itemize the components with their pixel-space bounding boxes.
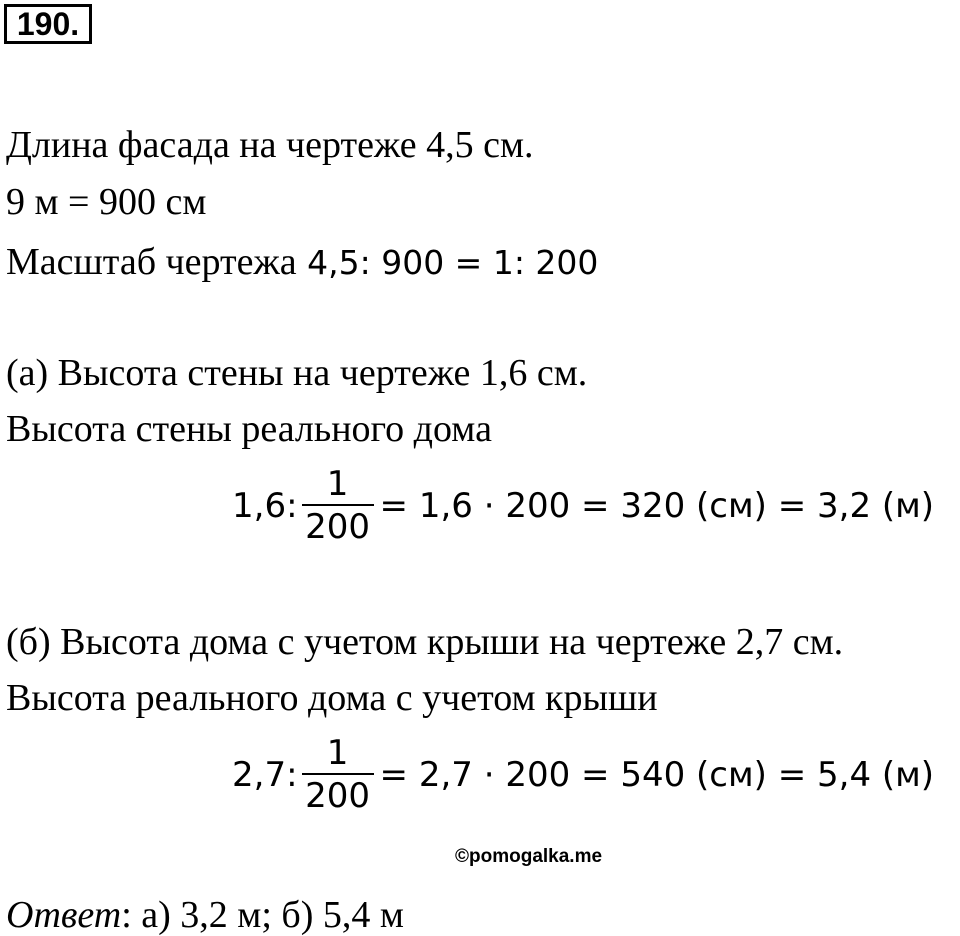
answer-line	[6, 896, 404, 934]
scale-line	[6, 240, 598, 284]
equation-a-fraction	[302, 464, 374, 548]
equation-b-rhs: = 2,7 · 200 = 540 (см) = 5,4 (м)	[379, 755, 935, 795]
equation-a	[232, 464, 934, 548]
equation-b	[232, 733, 934, 817]
answer-text: : а) 3,2 м; б) 5,4 м	[121, 894, 404, 936]
unit-conversion-line: 9 м = 900 см	[6, 181, 207, 223]
part-a-title: Высота стены реального дома	[6, 408, 492, 450]
equation-a-rhs: = 1,6 · 200 = 320 (см) = 3,2 (м)	[379, 486, 935, 526]
equation-a-numerator: 1	[326, 464, 349, 504]
scale-ratio: 4,5: 900 = 1: 200	[296, 243, 599, 282]
watermark: ©pomogalka.me	[455, 846, 603, 867]
problem-number: 190.	[4, 4, 92, 44]
equation-b-denominator: 200	[305, 776, 370, 816]
part-b-title: Высота реального дома с учетом крыши	[6, 677, 658, 719]
equation-a-lhs: 1,6:	[232, 486, 298, 526]
answer-label: Ответ	[6, 894, 122, 936]
scale-label: Масштаб чертежа	[6, 241, 297, 283]
equation-a-denominator: 200	[305, 507, 370, 547]
equation-b-fraction	[302, 733, 374, 817]
part-b-given: (б) Высота дома с учетом крыши на чертеже 2,7 см.	[6, 621, 844, 663]
equation-b-lhs: 2,7:	[232, 755, 298, 795]
equation-b-numerator: 1	[326, 733, 349, 773]
part-a-given: (а) Высота стены на чертеже 1,6 см.	[6, 352, 588, 394]
facade-length-line: Длина фасада на чертеже 4,5 см.	[6, 124, 534, 166]
